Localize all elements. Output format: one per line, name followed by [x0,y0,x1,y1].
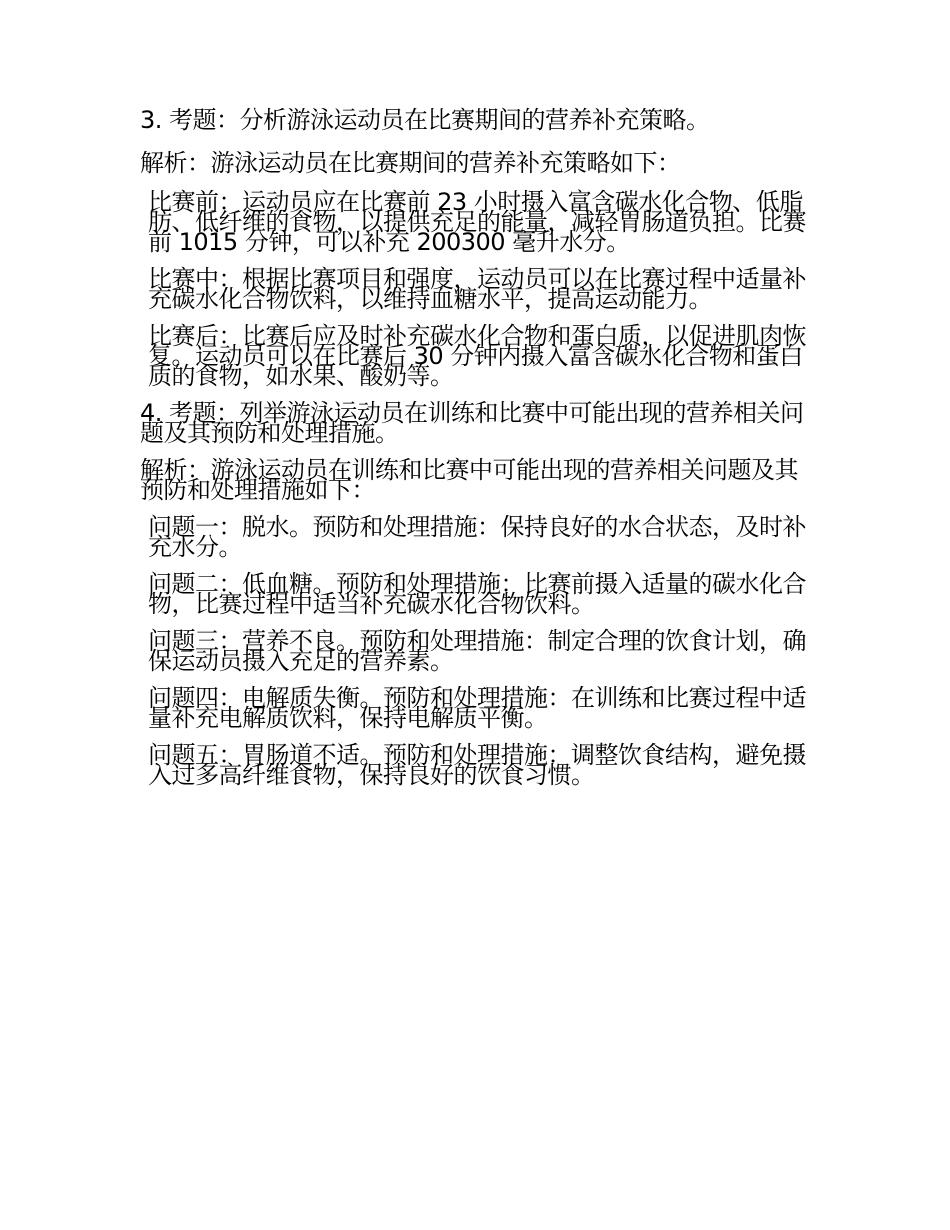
problem-3-malnutrition: 问题三：营养不良。预防和处理措施：制定合理的饮食计划，确保运动员摄入充足的营养素。 [148,627,806,675]
post-competition-strategy: 比赛后：比赛后应及时补充碳水化合物和蛋白质，以促进肌肉恢复。运动员可以在比赛后 30 分钟内摄入富含碳水化合物和蛋白质的食物，如水果、酸奶等。 [148,322,806,390]
problem-1-dehydration: 问题一：脱水。预防和处理措施：保持良好的水合状态，及时补充水分。 [148,513,806,561]
question-3-analysis-intro: 解析：游泳运动员在比赛期间的营养补充策略如下： [140,149,681,177]
problem-2-hypoglycemia: 问题二：低血糖。预防和处理措施：比赛前摄入适量的碳水化合物，比赛过程中适当补充碳水化合物饮料。 [148,570,806,618]
question-3-title: 3. 考题：分析游泳运动员在比赛期间的营养补充策略。 [140,106,710,134]
problem-4-electrolyte-imbalance: 问题四：电解质失衡。预防和处理措施：在训练和比赛过程中适量补充电解质饮料，保持电解质平衡。 [148,684,806,732]
during-competition-strategy: 比赛中：根据比赛项目和强度，运动员可以在比赛过程中适量补充碳水化合物饮料，以维持血糖水平，提高运动能力。 [148,265,806,313]
document-body [140,106,812,802]
pre-competition-strategy: 比赛前：运动员应在比赛前 23 小时摄入富含碳水化合物、低脂肪、低纤维的食物，以提供充足的能量，减轻胃肠道负担。比赛前 1015 分钟，可以补充 200300 毫升水分。 [148,188,806,256]
question-4-title: 4. 考题：列举游泳运动员在训练和比赛中可能出现的营养相关问题及其预防和处理措施。 [140,399,804,447]
question-4-analysis-intro: 解析：游泳运动员在训练和比赛中可能出现的营养相关问题及其预防和处理措施如下： [140,456,798,504]
problem-5-gi-discomfort: 问题五：胃肠道不适。预防和处理措施：调整饮食结构，避免摄入过多高纤维食物，保持良好的饮食习惯。 [148,741,806,789]
